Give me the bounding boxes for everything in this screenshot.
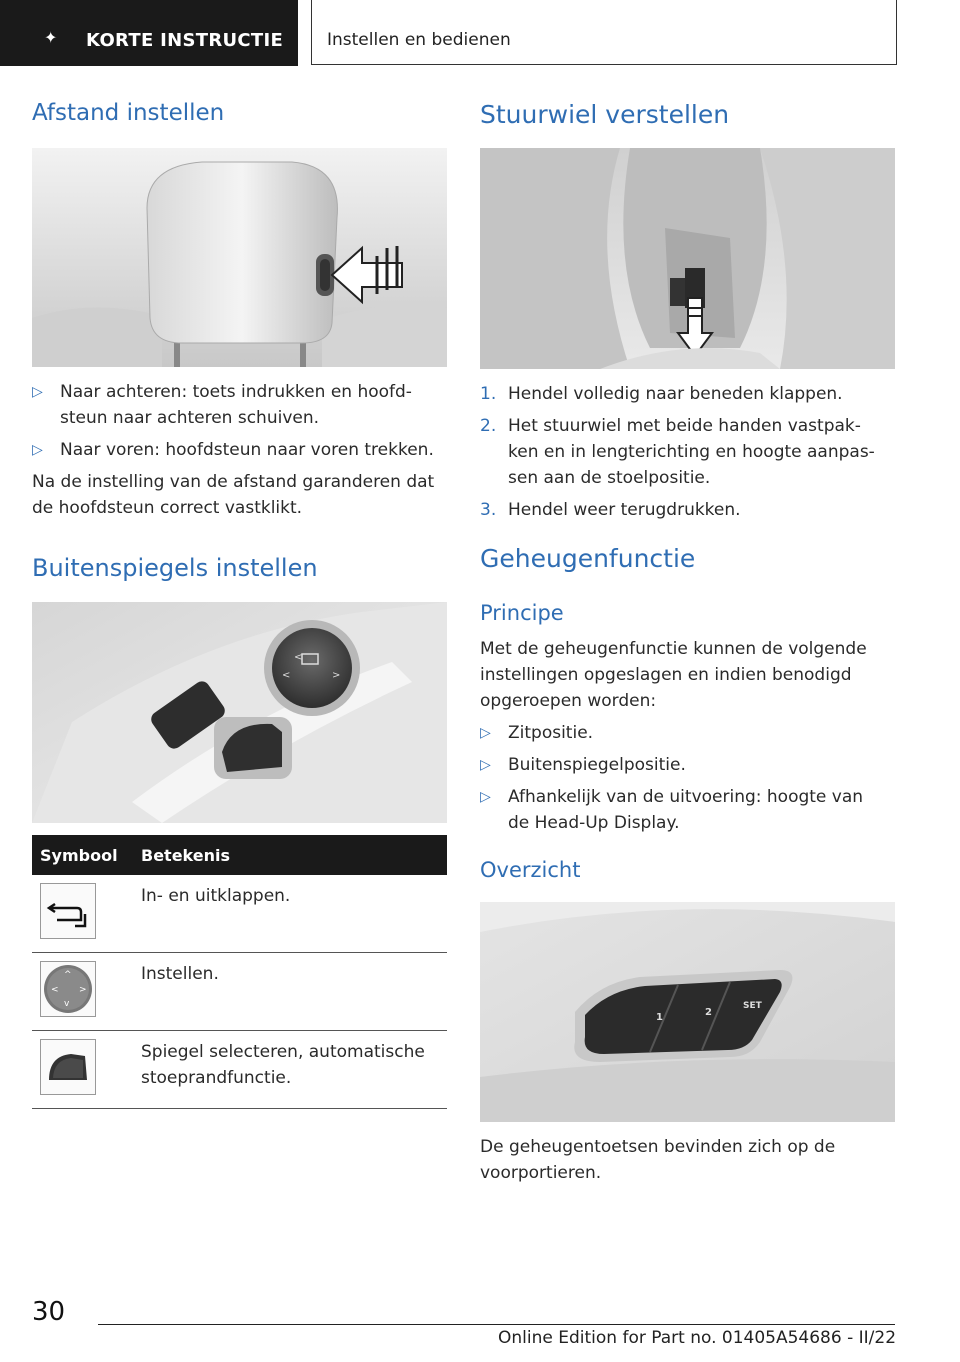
paragraph: de hoofdsteun correct vastklikt. (32, 498, 303, 518)
bullet-triangle-icon: ▷ (480, 789, 491, 805)
symbol-table (32, 835, 447, 1109)
memory-button-2: 2 (705, 1007, 712, 1018)
footer-divider (98, 1324, 895, 1325)
quick-guide-icon: ✦ (44, 28, 58, 47)
svg-text:>: > (332, 670, 341, 681)
bullet-triangle-icon: ▷ (32, 384, 43, 400)
steering-column-photo (480, 148, 895, 369)
list-item: ▷ Naar voren: hoofdsteun naar voren trekken. (32, 437, 447, 463)
list-item: ▷ Afhankelijk van de uitvoering: hoogte van de Head-Up Display. (480, 784, 895, 836)
fold-mirror-icon (40, 883, 96, 939)
table-row (32, 953, 447, 1031)
table-cell: Spiegel selecteren, automatische stoeprandfunctie. (133, 1031, 447, 1109)
heading-principe: Principe (480, 601, 564, 625)
step-item: 3. Hendel weer terugdrukken. (480, 500, 741, 520)
paragraph: instellingen opgeslagen en indien benodigd (480, 665, 852, 685)
step-item: 2. Het stuurwiel met beide handen vastpak- ken en in lengterichting en hoogte aanpas- sen aan de stoelpositie. (480, 416, 875, 488)
select-mirror-icon (40, 1039, 96, 1095)
col-header-symbol: Symbool (32, 835, 133, 875)
bullet-triangle-icon: ▷ (480, 757, 491, 773)
memory-buttons-photo (480, 902, 895, 1122)
heading-afstand: Afstand instellen (32, 100, 225, 126)
paragraph: Met de geheugenfunctie kunnen de volgende (480, 639, 867, 659)
list-item: ▷ Zitpositie. (480, 720, 895, 746)
page-number: 30 (32, 1297, 66, 1327)
heading-overzicht: Overzicht (480, 858, 581, 882)
chapter-label: Instellen en bedienen (327, 30, 511, 50)
svg-text:<: < (282, 670, 291, 681)
memory-button-1: 1 (656, 1012, 663, 1023)
col-header-meaning: Betekenis (133, 835, 447, 875)
svg-text:<: < (294, 652, 303, 663)
heading-buitenspiegels: Buitenspiegels instellen (32, 554, 318, 582)
bullet-triangle-icon: ▷ (480, 725, 491, 741)
paragraph: Na de instelling van de afstand garanderen dat (32, 472, 435, 492)
section-tab[interactable] (0, 0, 298, 66)
adjust-mirror-icon (40, 961, 96, 1017)
table-row (32, 1031, 447, 1109)
svg-text:<: < (51, 985, 59, 995)
paragraph: voorportieren. (480, 1163, 602, 1183)
paragraph: De geheugentoetsen bevinden zich op de (480, 1137, 836, 1157)
svg-text:^: ^ (64, 970, 72, 980)
list-item: ▷ Naar achteren: toets indrukken en hoofd- steun naar achteren schuiven. (32, 379, 447, 431)
headrest-photo (32, 148, 447, 367)
svg-text:>: > (79, 985, 87, 995)
memory-set-button: SET (743, 1001, 762, 1011)
paragraph: opgeroepen worden: (480, 691, 657, 711)
chapter-tab[interactable] (311, 0, 897, 65)
table-cell: In- en uitklappen. (133, 875, 447, 953)
step-item: 1. Hendel volledig naar beneden klappen. (480, 384, 843, 404)
bullet-triangle-icon: ▷ (32, 442, 43, 458)
table-cell: Instellen. (133, 953, 447, 1031)
section-label: KORTE INSTRUCTIE (86, 30, 284, 51)
heading-stuurwiel: Stuurwiel verstellen (480, 100, 730, 129)
svg-text:v: v (64, 999, 70, 1009)
footer-edition: Online Edition for Part no. 01405A54686 - II/22 (498, 1328, 897, 1348)
mirror-controls-photo (32, 602, 447, 823)
heading-geheugenfunctie: Geheugenfunctie (480, 544, 696, 573)
list-item: ▷ Buitenspiegelpositie. (480, 752, 895, 778)
table-row (32, 875, 447, 953)
